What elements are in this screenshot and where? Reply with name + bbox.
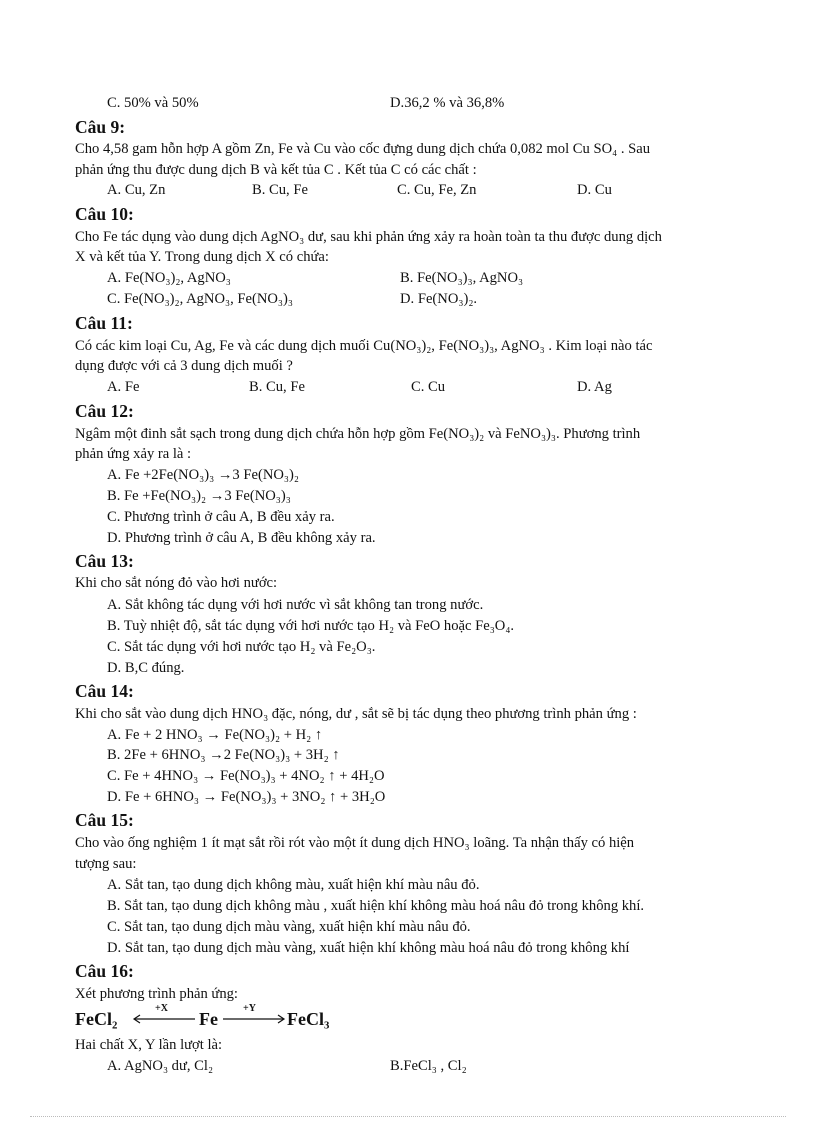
scheme-fecl2: FeCl₂	[75, 1009, 118, 1029]
reaction-scheme	[75, 1002, 375, 1032]
q13-option-a: A. Sắt không tác dụng với hơi nước vì sắt không tan trong nước.	[107, 597, 484, 613]
scheme-fe: Fe	[199, 1009, 218, 1029]
q16-option-b: B.FeCl₃ , Cl₂	[390, 1058, 467, 1074]
q14-option-c: C. Fe + 4HNO₃ → Fe(NO₃)₃ + 4NO₂ ↑ + 4H₂O	[107, 768, 385, 784]
q10-option-c: C. Fe(NO₃)₂, AgNO₃, Fe(NO₃)₃	[107, 291, 293, 307]
arrow-left-icon	[131, 1014, 197, 1024]
q15-option-a: A. Sắt tan, tạo dung dịch không màu, xuất hiện khí màu nâu đỏ.	[107, 877, 480, 893]
q16-text-1: Xét phương trình phản ứng:	[75, 986, 238, 1002]
q13-option-d: D. B,C đúng.	[107, 660, 185, 676]
q8-option-c: C. 50% và 50%	[107, 95, 199, 111]
q13-option-b: B. Tuỳ nhiệt độ, sắt tác dụng với hơi nước tạo H₂ và FeO hoặc Fe₃O₄.	[107, 618, 515, 634]
q9-title: Câu 9:	[75, 117, 126, 137]
q11-option-b: B. Cu, Fe	[249, 379, 305, 395]
q9-text-2: phản ứng thu được dung dịch B và kết tủa C . Kết tủa C có các chất :	[75, 162, 477, 178]
q13-option-c: C. Sắt tác dụng với hơi nước tạo H₂ và Fe₂O₃.	[107, 639, 376, 655]
q14-title: Câu 14:	[75, 681, 134, 701]
arrow-right-icon	[221, 1014, 287, 1024]
q10-text-1: Cho Fe tác dụng vào dung dịch AgNO₃ dư, sau khi phản ứng xảy ra hoàn toàn ta thu được dung dịch	[75, 229, 662, 245]
q15-text-2: tượng sau:	[75, 856, 137, 872]
q12-title: Câu 12:	[75, 401, 134, 421]
q9-option-a: A. Cu, Zn	[107, 182, 166, 198]
q12-option-b: B. Fe +Fe(NO₃)₂ →3 Fe(NO₃)₃	[107, 488, 291, 504]
q15-title: Câu 15:	[75, 810, 134, 830]
q13-title: Câu 13:	[75, 551, 134, 571]
q8-option-d: D.36,2 % và 36,8%	[390, 95, 505, 111]
q9-text-1: Cho 4,58 gam hỗn hợp A gồm Zn, Fe và Cu vào cốc đựng dung dịch chứa 0,082 mol Cu SO₄ . Sau	[75, 141, 651, 157]
q11-option-a: A. Fe	[107, 379, 140, 395]
q10-text-2: X và kết tủa Y. Trong dung dịch X có chứa:	[75, 249, 329, 265]
q15-text-1: Cho vào ống nghiệm 1 ít mạt sắt rồi rót vào một ít dung dịch HNO₃ loãng. Ta nhận thấy có hiện	[75, 835, 635, 851]
q15-option-b: B. Sắt tan, tạo dung dịch không màu , xuất hiện khí không màu hoá nâu đỏ trong không khí.	[107, 898, 645, 914]
q11-text-2: dụng được với cả 3 dung dịch muối ?	[75, 358, 293, 374]
q12-text-2: phản ứng xảy ra là :	[75, 446, 192, 462]
q9-option-d: D. Cu	[577, 182, 612, 198]
scheme-label-x: +X	[155, 1003, 168, 1014]
q9-option-c: C. Cu, Fe, Zn	[397, 182, 477, 198]
q11-text-1: Có các kim loại Cu, Ag, Fe và các dung dịch muối Cu(NO₃)₂, Fe(NO₃)₃, AgNO₃ . Kim loại nào tác	[75, 338, 653, 354]
q11-option-d: D. Ag	[577, 379, 612, 395]
scheme-label-y: +Y	[243, 1003, 256, 1014]
q10-option-a: A. Fe(NO₃)₂, AgNO₃	[107, 270, 231, 286]
q15-option-d: D. Sắt tan, tạo dung dịch màu vàng, xuất hiện khí không màu hoá nâu đỏ trong không khí	[107, 940, 630, 956]
q10-title: Câu 10:	[75, 204, 134, 224]
q13-text-1: Khi cho sắt nóng đỏ vào hơi nước:	[75, 575, 278, 591]
q12-option-d: D. Phương trình ở câu A, B đều không xảy ra.	[107, 530, 376, 546]
q10-option-b: B. Fe(NO₃)₃, AgNO₃	[400, 270, 524, 286]
q14-option-a: A. Fe + 2 HNO₃ → Fe(NO₃)₂ + H₂ ↑	[107, 727, 323, 743]
q14-option-b: B. 2Fe + 6HNO₃ →2 Fe(NO₃)₃ + 3H₂ ↑	[107, 747, 340, 763]
q16-title: Câu 16:	[75, 961, 134, 981]
q14-option-d: D. Fe + 6HNO₃ → Fe(NO₃)₃ + 3NO₂ ↑ + 3H₂O	[107, 789, 386, 805]
q12-text-1: Ngâm một đinh sắt sạch trong dung dịch chứa hỗn hợp gồm Fe(NO₃)₂ và FeNO₃)₃. Phương trình	[75, 426, 641, 442]
scheme-fecl3: FeCl₃	[287, 1009, 330, 1029]
q12-option-a: A. Fe +2Fe(NO₃)₃ →3 Fe(NO₃)₂	[107, 467, 299, 483]
q11-title: Câu 11:	[75, 313, 133, 333]
q14-text-1: Khi cho sắt vào dung dịch HNO₃ đặc, nóng, dư , sắt sẽ bị tác dụng theo phương trình phản ứng :	[75, 706, 637, 722]
q9-option-b: B. Cu, Fe	[252, 182, 308, 198]
q16-text-2: Hai chất X, Y lần lượt là:	[75, 1037, 223, 1053]
q15-option-c: C. Sắt tan, tạo dung dịch màu vàng, xuất hiện khí màu nâu đỏ.	[107, 919, 471, 935]
q11-option-c: C. Cu	[411, 379, 446, 395]
q12-option-c: C. Phương trình ở câu A, B đều xảy ra.	[107, 509, 335, 525]
q16-option-a: A. AgNO₃ dư, Cl₂	[107, 1058, 214, 1074]
page-footer-rule	[30, 1116, 786, 1117]
q10-option-d: D. Fe(NO₃)₂.	[400, 291, 478, 307]
